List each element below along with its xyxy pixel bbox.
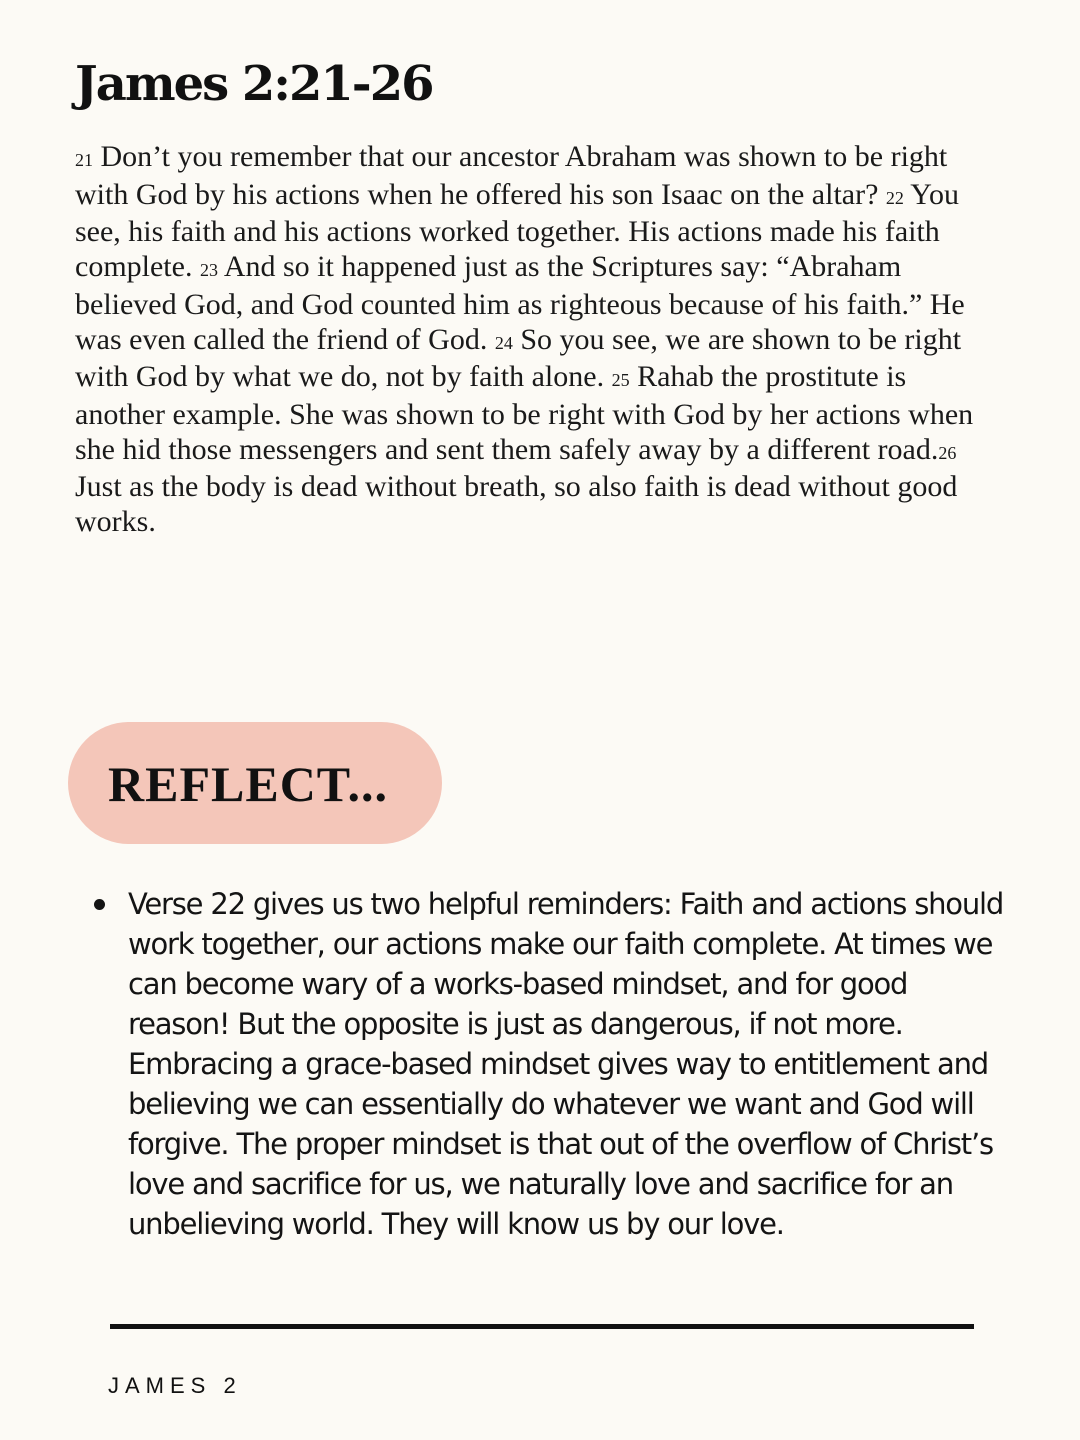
bullet-icon bbox=[94, 899, 105, 910]
verse-number: 21 bbox=[75, 150, 93, 170]
reflect-bullet-item bbox=[128, 884, 1008, 1244]
verse-number: 24 bbox=[494, 332, 513, 353]
page-title: James 2:21-26 bbox=[75, 56, 433, 112]
verse-text: You see, his faith and his actions worked together. His actions made his faith complete. bbox=[75, 177, 959, 284]
footer-divider bbox=[110, 1324, 974, 1329]
scripture-passage bbox=[75, 140, 975, 540]
footer-label: JAMES 2 bbox=[108, 1373, 242, 1398]
verse-text: And so it happened just as the Scriptures say: “Abraham believed God, and God counted him as righteous because of his faith.” He was even called the friend of God. bbox=[75, 250, 965, 356]
reflect-heading: REFLECT... bbox=[108, 756, 388, 812]
verse-text: Just as the body is dead without breath, so also faith is dead without good works. bbox=[75, 470, 958, 539]
verse-number: 25 bbox=[611, 370, 630, 391]
reflect-bullet-text: Verse 22 gives us two helpful reminders: Faith and actions should work together, our actions make our faith complete. At times we can become wary of a works-based mindset, and for good reason! But the opposite is just as dangerous, if not more. Embracing a grace-based mindset gives way to entitlement and believing we can essentially do whatever we want and God will forgive. The proper mindset is that out of the overflow of Christ’s love and sacrifice for us, we naturally love and sacrifice for an unbelieving world. They will know us by our love. bbox=[128, 887, 1004, 1241]
verse-text: Rahab the prostitute is another example. She was shown to be right with God by her actions when she hid those messengers and sent them safely away by a different road. bbox=[75, 360, 974, 466]
reflect-list bbox=[128, 884, 1008, 1244]
verse-number: 22 bbox=[885, 187, 904, 208]
verse-text: So you see, we are shown to be right with God by what we do, not by faith alone. bbox=[75, 322, 962, 394]
verse-text: Don’t you remember that our ancestor Abraham was shown to be right with God by his actions when he offered his son Isaac on the altar? bbox=[75, 140, 948, 211]
verse-number: 23 bbox=[199, 260, 218, 281]
verse-number: 26 bbox=[938, 442, 957, 463]
